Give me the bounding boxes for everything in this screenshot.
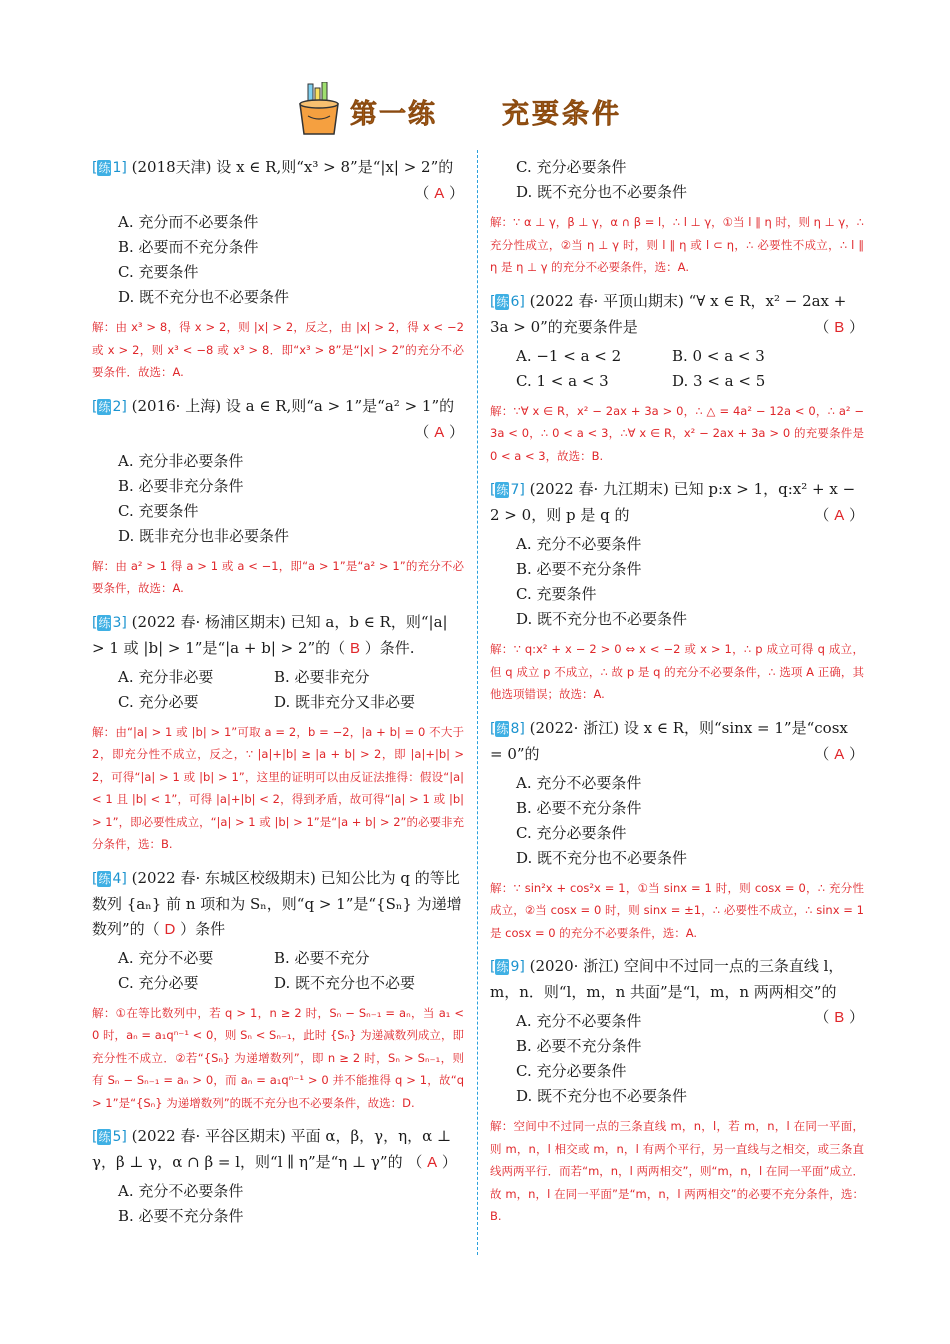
answer-box: （ A ） — [414, 184, 464, 202]
option: A. 充分不必要条件 — [516, 773, 642, 792]
option: C. 充分必要 — [118, 973, 199, 992]
answer: B — [349, 639, 360, 657]
option: A. −1 < a < 2 — [516, 346, 622, 365]
option: D. 既不充分也不必要条件 — [118, 288, 290, 306]
option: D. 既不充分也不必要条件 — [516, 1087, 688, 1105]
option: D. 3 < a < 5 — [672, 371, 766, 390]
question-5 — [92, 1124, 464, 1229]
option: A. 充分不必要 — [118, 948, 214, 967]
option: A. 充分不必要条件 — [516, 535, 642, 553]
solution: 解：∵∀ x ∈ R，x² − 2ax + 3a > 0，∴ △ = 4a² − 12a < 0，∴ a² − 3a < 0，∴ 0 < a < 3，∴∀ x ∈ R，x² − 2ax + 3a > 0 的充要条件是 0 < a < 3，故选：B. — [490, 403, 864, 463]
option: D. 既不充分也不必要条件 — [516, 848, 688, 867]
solution: 解：①在等比数列中，若 q > 1，n ≥ 2 时，Sₙ − Sₙ₋₁ = aₙ，当 a₁ < 0 时，aₙ = a₁qⁿ⁻¹ < 0，则 Sₙ < Sₙ₋₁，此时 {Sₙ} 为递减数列成立，即充分性不成立．②若“{Sₙ} 为递增数列”，即 n ≥ 2 时，Sₙ > Sₙ₋₁，则有 Sₙ − Sₙ₋₁ = aₙ > 0，而 aₙ = a₁qⁿ⁻¹ > 0 并不能推得 q > 1，故“q > 1”是“{Sₙ} 为递增数列”的既不充分也不必要条件，故选：D. — [92, 1005, 464, 1110]
option-list — [118, 665, 464, 715]
question-stem: (2022 春· 平谷区期末) 平面 α，β，γ，η，α ⊥ γ，β ⊥ γ，α ∩ β = l，则“l ∥ η”是“η ⊥ γ”的 — [92, 1127, 452, 1171]
title-lesson: 第一练 — [350, 99, 437, 130]
option: B. 必要非充分 — [274, 667, 370, 686]
question-9 — [490, 954, 864, 1228]
question-4 — [92, 866, 464, 1115]
answer-box: （ A ） — [407, 1153, 457, 1171]
option: C. 1 < a < 3 — [516, 371, 609, 390]
option: B. 必要非充分条件 — [118, 476, 244, 495]
option-list — [516, 771, 864, 871]
solution: 解：由 a² > 1 得 a > 1 或 a < −1，即“a > 1”是“a² > 1”的充分不必要条件，故选：A. — [92, 558, 464, 595]
question-6 — [490, 289, 864, 468]
question-stem: (2018天津) 设 x ∈ R,则“x³ > 8”是“|x| > 2”的 — [131, 158, 454, 176]
question-tag: [练 6] — [490, 293, 525, 310]
question-stem: (2020· 浙江) 空间中不过同一点的三条直线 l，m，n．则“l，m，n 共面”是“l，m，n 两两相交”的 — [490, 957, 844, 1001]
option: B. 必要不充分条件 — [118, 1207, 244, 1225]
question-stem: (2022 春· 东城区校级期末) 已知公比为 q 的等比数列 {aₙ} 前 n 项和为 Sₙ，则“q > 1”是“{Sₙ} 为递增数列”的（ — [92, 868, 462, 938]
option: D. 既不充分也不必要条件 — [516, 610, 688, 628]
pen-holder-icon — [296, 82, 342, 136]
option: B. 必要不充分条件 — [516, 1037, 642, 1055]
option-list — [516, 532, 864, 632]
option-list — [118, 449, 464, 549]
question-1 — [92, 155, 464, 384]
option-list — [118, 210, 464, 310]
answer-box: （ B ） — [814, 1008, 864, 1026]
option: B. 必要而不充分条件 — [118, 238, 259, 256]
question-stem: (2016· 上海) 设 a ∈ R,则“a > 1”是“a² > 1”的 — [131, 396, 455, 415]
solution: 解：空间中不过同一点的三条直线 m，n，l，若 m，n，l 在同一平面，则 m，n，l 相交或 m，n，l 有两个平行，另一直线与之相交，或三条直线两两平行．而若“m，n，l 两两相交”，则“m，n，l 在同一平面”成立．故 m，n，l 在同一平面”是“m，n，l 两两相交”的必要不充分条件，选：B. — [490, 1119, 864, 1223]
option: A. 充分而不必要条件 — [118, 213, 259, 231]
column-divider — [477, 150, 478, 1255]
option: C. 充要条件 — [118, 501, 199, 520]
option: A. 充分非必要 — [118, 667, 214, 686]
option: C. 充分必要条件 — [516, 158, 627, 176]
question-8 — [490, 716, 864, 945]
option-list — [118, 1179, 464, 1229]
page-header — [0, 78, 950, 140]
question-3 — [92, 610, 464, 856]
solution: 解：∵ q:x² + x − 2 > 0 ⇔ x < −2 或 x > 1，∴ p 成立可得 q 成立，但 q 成立 p 不成立，∴ 故 p 是 q 的充分不必要条件，∴ 选项 A 正确，其他选项错误；故选：A. — [490, 642, 864, 701]
question-tag: [练 9] — [490, 959, 525, 975]
option: A. 充分不必要条件 — [118, 1182, 244, 1200]
question-tag: [练 3] — [92, 614, 127, 631]
option: D. 既非充分也非必要条件 — [118, 526, 290, 545]
answer-box: （ A ） — [814, 744, 864, 763]
solution: 解：∵ α ⊥ γ，β ⊥ γ，α ∩ β = l，∴ l ⊥ γ，①当 l ∥ η 时，则 η ⊥ γ，∴ 充分性成立，②当 η ⊥ γ 时，则 l ∥ η 或 l ⊂ η，∴ 必要性不成立，∴ l ∥ η 是 η ⊥ γ 的充分不必要条件，选：A. — [490, 215, 864, 274]
option: B. 必要不充分条件 — [516, 560, 642, 578]
solution: 解：∵ sin²x + cos²x = 1，①当 sinx = 1 时，则 cosx = 0，∴ 充分性成立，②当 cosx = 0 时，则 sinx = ±1，∴ 必要性不成立，∴ sinx = 1 是 cosx = 0 的充分不必要条件，选：A. — [490, 880, 864, 940]
option: C. 充分必要条件 — [516, 823, 627, 842]
title-topic: 充要条件 — [502, 99, 622, 130]
question-2 — [92, 394, 464, 600]
question-7 — [490, 477, 864, 706]
option: D. 既不充分也不必要条件 — [516, 183, 688, 201]
option: C. 充要条件 — [516, 585, 597, 603]
right-column — [490, 155, 864, 1238]
question-stem: (2022· 浙江) 设 x ∈ R，则“sinx = 1”是“cosx = 0”的 — [490, 718, 848, 763]
option-list — [118, 946, 464, 996]
option-list — [516, 155, 864, 205]
question-tag: [练 8] — [490, 720, 525, 737]
answer-box: （ A ） — [414, 422, 464, 441]
question-tag: [练 1] — [92, 160, 127, 176]
option: D. 既不充分也不必要 — [274, 973, 416, 992]
question-stem-end: ）条件 — [180, 919, 226, 938]
question-tag: [练 4] — [92, 870, 127, 887]
option: D. 既非充分又非必要 — [274, 692, 416, 711]
answer-box: （ A ） — [814, 506, 864, 524]
question-stem: (2022 春· 平顶山期末) “∀ x ∈ R，x² − 2ax + 3a > 0”的充要条件是 — [490, 291, 847, 336]
option: B. 必要不充分 — [274, 948, 370, 967]
solution: 解：由“|a| > 1 或 |b| > 1”可取 a = 2，b = −2，|a + b| = 0 不大于 2，即充分性不成立，反之，∵ |a|+|b| ≥ |a + b| > 2，即 |a|+|b| > 2，可得“|a| > 1 或 |b| > 1”，这里的证明可以由反证法推得：假设“|a| < 1 且 |b| < 1”，可得 |a|+|b| < 2，得到矛盾，故可得“|a| > 1 或 |b| > 1”，即必要性成立，“|a| > 1 或 |b| > 1”是“|a + b| > 2”的必要非充分条件，选：B. — [92, 724, 464, 851]
option-list — [516, 1009, 864, 1109]
option-list — [516, 344, 864, 394]
option: C. 充要条件 — [118, 263, 199, 281]
option: A. 充分不必要条件 — [516, 1012, 642, 1030]
question-stem-end: ）条件. — [364, 638, 415, 657]
solution: 解：由 x³ > 8，得 x > 2，则 |x| > 2，反之，由 |x| > 2，得 x < −2 或 x > 2，则 x³ < −8 或 x³ > 8．即“x³ > 8”是“|x| > 2”的充分不必要条件．故选：A. — [92, 320, 464, 379]
question-tag: [练 2] — [92, 398, 127, 415]
option: C. 充分必要条件 — [516, 1062, 627, 1080]
option: A. 充分非必要条件 — [118, 451, 244, 470]
question-stem: (2022 春· 杨浦区期末) 已知 a，b ∈ R，则“|a| > 1 或 |b| > 1”是“|a + b| > 2”的（ — [92, 612, 448, 657]
question-tag: [练 5] — [92, 1129, 127, 1145]
answer-box: （ B ） — [814, 317, 864, 336]
question-stem: (2022 春· 九江期末) 已知 p:x > 1，q:x² + x − 2 > 0，则 p 是 q 的 — [490, 480, 856, 524]
answer: D — [164, 920, 176, 938]
option: B. 必要不充分条件 — [516, 798, 642, 817]
option: B. 0 < a < 3 — [672, 346, 765, 365]
question-5-continued — [490, 155, 864, 279]
option: C. 充分必要 — [118, 692, 199, 711]
left-column — [92, 155, 464, 1239]
question-tag: [练 7] — [490, 482, 525, 498]
